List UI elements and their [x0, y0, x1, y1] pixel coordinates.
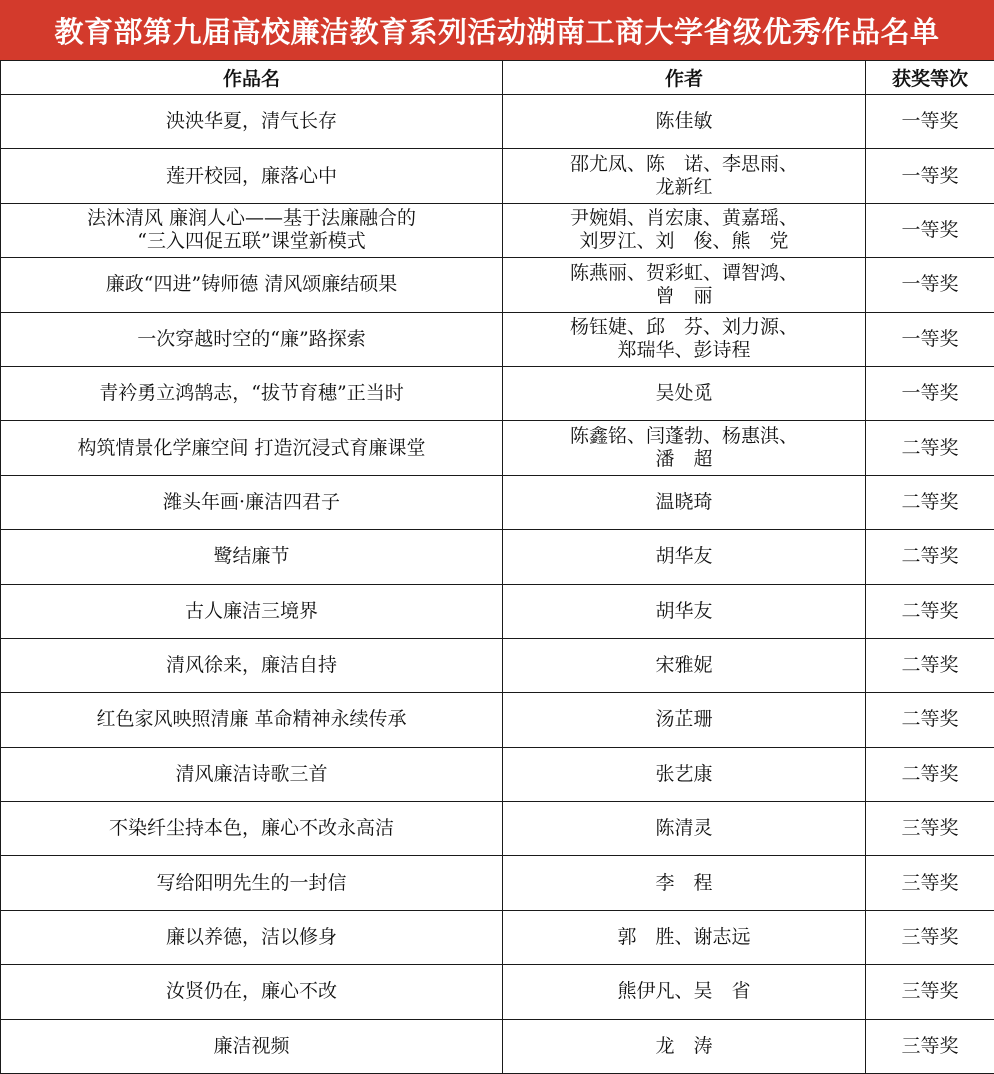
work-title-cell: [1, 530, 503, 584]
award-level-cell: 一等奖: [866, 312, 994, 366]
table-row: [1, 421, 994, 475]
table-row: [1, 965, 994, 1019]
award-level-cell: 一等奖: [866, 95, 994, 149]
award-level-cell: 二等奖: [866, 530, 994, 584]
author-line: 陈清灵: [655, 817, 713, 840]
author-line: 邵尤凤、陈 诺、李思雨、: [569, 153, 798, 176]
table-row: [1, 258, 994, 312]
author-line: 胡华友: [655, 545, 713, 568]
work-title-cell: [1, 312, 503, 366]
author-line: 温晓琦: [655, 490, 713, 513]
author-line: 李 程: [655, 871, 713, 894]
author-cell: [503, 149, 866, 203]
work-title-cell: [1, 638, 503, 692]
table-row: [1, 312, 994, 366]
work-title-line: 不染纤尘持本色，廉心不改永高洁: [108, 817, 394, 840]
author-line: 陈燕丽、贺彩虹、谭智鸿、: [569, 261, 798, 284]
work-title-line: 一次穿越时空的“廉”路探索: [137, 327, 366, 350]
award-level-cell: 一等奖: [866, 203, 994, 257]
work-title-cell: [1, 258, 503, 312]
award-level-cell: 二等奖: [866, 421, 994, 475]
column-header-author: 作者: [503, 61, 866, 95]
author-line: 宋雅妮: [655, 654, 713, 677]
work-title-line: 廉政“四进”铸师德 清风颂廉结硕果: [105, 273, 398, 296]
work-title-line: 青衿勇立鸿鹄志，“拔节育穗”正当时: [99, 382, 404, 405]
work-title-cell: [1, 95, 503, 149]
author-cell: [503, 475, 866, 529]
author-line: 吴处觅: [655, 382, 713, 405]
work-title-line: 莲开校园，廉落心中: [165, 164, 337, 187]
author-cell: [503, 693, 866, 747]
work-title-cell: [1, 421, 503, 475]
work-title-line: 廉以养德，洁以修身: [165, 926, 337, 949]
author-line: 熊伊凡、吴 省: [617, 980, 751, 1003]
award-level-cell: 三等奖: [866, 910, 994, 964]
work-title-line: 廉洁视频: [213, 1034, 290, 1057]
work-title-cell: [1, 910, 503, 964]
column-header-level: 获奖等次: [866, 61, 994, 95]
table-row: [1, 95, 994, 149]
author-line: 龙新红: [655, 176, 713, 199]
author-cell: [503, 747, 866, 801]
work-title-line: 古人廉洁三境界: [184, 599, 318, 622]
column-header-work: 作品名: [1, 61, 503, 95]
work-title-cell: [1, 965, 503, 1019]
author-cell: [503, 530, 866, 584]
award-level-cell: 三等奖: [866, 965, 994, 1019]
table-header-row: [1, 61, 994, 95]
award-level-cell: 一等奖: [866, 258, 994, 312]
table-body: [1, 95, 994, 1074]
author-line: 尹婉娟、肖宏康、黄嘉瑶、: [569, 207, 798, 230]
author-cell: [503, 802, 866, 856]
author-cell: [503, 910, 866, 964]
award-level-cell: 一等奖: [866, 149, 994, 203]
author-line: 汤芷珊: [655, 708, 713, 731]
work-title-line: 汝贤仍在，廉心不改: [165, 980, 337, 1003]
award-level-cell: 二等奖: [866, 747, 994, 801]
table-row: [1, 747, 994, 801]
award-level-cell: 三等奖: [866, 1019, 994, 1073]
author-line: 曾 丽: [655, 284, 713, 307]
author-line: 杨钰婕、邱 芬、刘力源、: [569, 316, 798, 339]
author-line: 郭 胜、谢志远: [617, 926, 751, 949]
award-level-cell: 一等奖: [866, 366, 994, 420]
author-cell: [503, 203, 866, 257]
award-level-cell: 二等奖: [866, 693, 994, 747]
table-row: [1, 638, 994, 692]
author-cell: [503, 366, 866, 420]
author-cell: [503, 421, 866, 475]
table-row: [1, 149, 994, 203]
author-line: 潘 超: [655, 448, 713, 471]
work-title-cell: [1, 856, 503, 910]
table-row: [1, 693, 994, 747]
award-level-cell: 三等奖: [866, 802, 994, 856]
work-title-cell: [1, 475, 503, 529]
work-title-line: 构筑情景化学廉空间 打造沉浸式育廉课堂: [77, 436, 426, 459]
work-title-cell: [1, 203, 503, 257]
table-row: [1, 1019, 994, 1073]
work-title-cell: [1, 149, 503, 203]
author-line: 龙 涛: [655, 1034, 713, 1057]
work-title-cell: [1, 747, 503, 801]
page-title: 教育部第九届高校廉洁教育系列活动湖南工商大学省级优秀作品名单: [0, 0, 994, 60]
work-title-line: 泱泱华夏，清气长存: [165, 110, 337, 133]
award-level-cell: 三等奖: [866, 856, 994, 910]
author-cell: [503, 584, 866, 638]
work-title-cell: [1, 1019, 503, 1073]
table-row: [1, 366, 994, 420]
author-line: 郑瑞华、彭诗程: [617, 339, 751, 362]
table-row: [1, 584, 994, 638]
table-row: [1, 475, 994, 529]
work-title-cell: [1, 693, 503, 747]
author-line: 张艺康: [655, 762, 713, 785]
work-title-line: 清风徐来，廉洁自持: [165, 654, 337, 677]
award-level-cell: 二等奖: [866, 584, 994, 638]
work-title-cell: [1, 366, 503, 420]
author-cell: [503, 95, 866, 149]
author-cell: [503, 312, 866, 366]
work-title-line: 红色家风映照清廉 革命精神永续传承: [96, 708, 407, 731]
author-cell: [503, 638, 866, 692]
work-title-line: 写给阳明先生的一封信: [156, 871, 347, 894]
author-cell: [503, 965, 866, 1019]
author-line: 陈佳敏: [655, 110, 713, 133]
table-row: [1, 856, 994, 910]
table-row: [1, 530, 994, 584]
author-cell: [503, 1019, 866, 1073]
work-title-line: 法沐清风 廉润人心——基于法廉融合的: [86, 207, 417, 230]
work-title-line: 鹭结廉节: [213, 545, 290, 568]
author-line: 刘罗江、刘 俊、熊 党: [579, 230, 789, 253]
author-line: 陈鑫铭、闫蓬勃、杨惠淇、: [569, 425, 798, 448]
work-title-line: “三入四促五联”课堂新模式: [137, 230, 366, 253]
work-title-cell: [1, 802, 503, 856]
work-title-cell: [1, 584, 503, 638]
award-level-cell: 二等奖: [866, 638, 994, 692]
author-line: 胡华友: [655, 599, 713, 622]
award-table: [0, 60, 994, 1074]
table-row: [1, 203, 994, 257]
award-level-cell: 二等奖: [866, 475, 994, 529]
work-title-line: 潍头年画·廉洁四君子: [162, 490, 341, 513]
author-cell: [503, 258, 866, 312]
work-title-line: 清风廉洁诗歌三首: [175, 762, 328, 785]
table-row: [1, 802, 994, 856]
table-row: [1, 910, 994, 964]
author-cell: [503, 856, 866, 910]
